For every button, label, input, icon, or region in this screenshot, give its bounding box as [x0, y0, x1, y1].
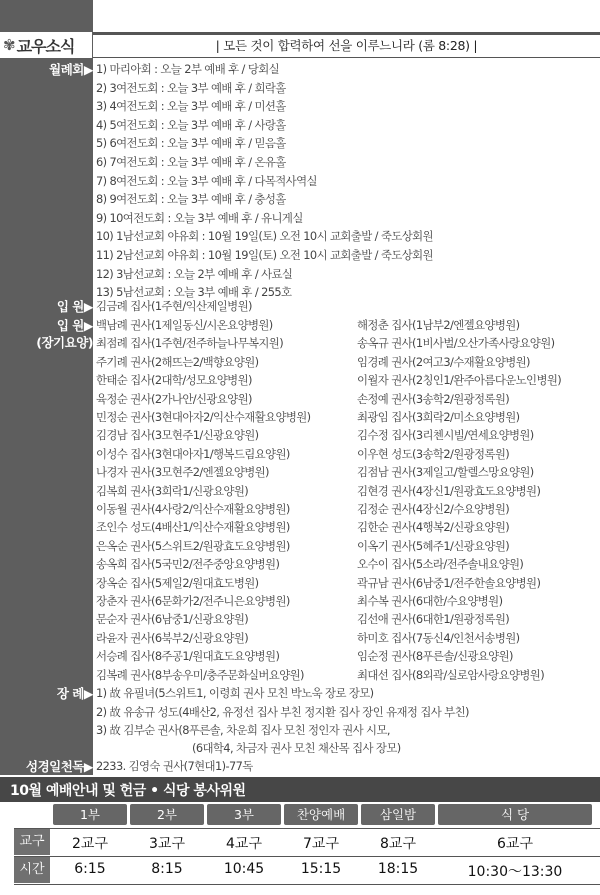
sidebar-panel [0, 0, 93, 775]
schedule-rule [14, 884, 600, 885]
funeral-item: (6대학4, 차금자 권사 모친 채산목 집사 장모) [192, 741, 401, 755]
header-verse: | 모든 것이 합력하여 선을 이루느니라 (롬 8:28) | [215, 38, 478, 53]
schedule-header-cell: 2부 [130, 804, 204, 825]
schedule-header-cell: 1부 [53, 804, 127, 825]
long-term-entry: 김정순 권사(4장신2/수요양병원) [357, 502, 510, 516]
long-term-entry: 김경남 집사(3모현주1/신광요양원) [96, 428, 259, 443]
schedule-time-cell: 10:30～13:30 [467, 864, 563, 880]
schedule-district-cell: 2교구 [72, 836, 108, 852]
long-term-entry: 송옥규 권사(1비사벌/오산가족사랑요양원) [357, 336, 555, 351]
long-term-entry: 민정순 권사(3현대아자2/익산수재활요양병원) [96, 410, 311, 424]
long-term-entry: 이월자 권사(2칭인1/완주아름다운노인병원) [357, 373, 562, 388]
long-term-entry: 손정예 권사(3송학2/원광정록원) [357, 391, 510, 406]
meeting-item: 3) 4여전도회 : 오늘 3부 예배 후 / 미션홀 [96, 99, 286, 114]
long-term-entry: 최광임 집사(3희락2/미소요양병원) [357, 410, 520, 424]
long-term-entry: 문순자 권사(6남중1/신광요양원) [96, 612, 249, 627]
schedule-district-cell: 6교구 [497, 836, 533, 852]
meeting-item: 12) 3남선교회 : 오늘 2부 예배 후 / 사료실 [96, 266, 293, 281]
schedule-district-cell: 3교구 [149, 836, 185, 852]
meeting-item: 10) 1남선교회 야유회 : 10월 19일(토) 오전 10시 교회출발 / 죽도상회원 [96, 229, 433, 244]
funeral-item: 3) 故 김부순 권사(8푸른솔, 차운희 집사 모친 정인자 권사 시모, [96, 723, 390, 737]
long-term-entry: 최대선 집사(8외곽/실로암사랑요양병원) [357, 667, 545, 682]
long-term-entry: 김복희 권사(3희락1/신광요양원) [96, 483, 249, 498]
long-term-entry: 조인수 성도(4배산1/익산수재활요양병원) [96, 520, 290, 535]
long-term-entry: 곽규남 권사(6남중1/전주한솔요양병원) [357, 575, 541, 590]
long-term-entry: 장옥순 집사(5제일2/원대효도병원) [96, 575, 259, 590]
schedule-row-label: 시간 [14, 857, 50, 883]
schedule-rule [14, 828, 600, 829]
schedule-row-label: 교구 [14, 829, 50, 855]
long-term-entry: 장춘자 권사(6문화가2/전주니은요양병원) [96, 594, 290, 608]
long-term-entry: 김복례 권사(8부송우미/충주문화실버요양원) [96, 667, 304, 682]
long-term-entry: 이우현 성도(3송학2/원광정록원) [357, 446, 510, 461]
meeting-item: 11) 2남선교회 야유회 : 10월 19일(토) 오전 10시 교회출발 / 죽도상회원 [96, 248, 433, 262]
schedule-title-bar [0, 777, 600, 802]
long-term-entry: 임경례 권사(2여고3/수재활요양병원) [357, 354, 530, 369]
schedule-time-cell: 8:15 [151, 861, 183, 877]
long-term-entry: 최점례 집사(1주현/전주하늘나무복지원) [96, 336, 284, 351]
schedule-time-cell: 10:45 [223, 861, 265, 877]
meeting-item: 9) 10여전도회 : 오늘 3부 예배 후 / 유니게실 [96, 210, 303, 225]
long-term-entry: 김점남 권사(3제일고/할렐스망요양원) [357, 465, 534, 480]
long-term-entry: 한태순 집사(2대학/성모요양병원) [96, 373, 252, 388]
meeting-item: 8) 9여전도회 : 오늘 3부 예배 후 / 충성홀 [96, 192, 286, 207]
long-term-entry: 육정순 권사(2가나안/신광요양원) [96, 391, 252, 406]
schedule-title: 10월 예배안내 및 헌금 • 식당 봉사위원 [10, 783, 246, 799]
schedule-header-cell: 삼일밤 [361, 804, 435, 825]
long-term-entry: 김현경 권사(4장신1/원광효도요양병원) [357, 483, 541, 498]
section-logo [0, 32, 92, 58]
meeting-item: 2) 3여전도회 : 오늘 3부 예배 후 / 희락홀 [96, 80, 286, 95]
long-term-entry: 은옥순 권사(5스위트2/원광효도요양병원) [96, 538, 290, 553]
long-term-entry: 나경자 권사(3모현주2/엔젤요양병원) [96, 465, 269, 480]
long-term-entry: 오수이 집사(5소라/전주솔내요양원) [357, 557, 524, 572]
schedule-district-cell: 7교구 [303, 836, 339, 852]
label-bible-reading: 성경일천독▶ [26, 759, 93, 774]
long-term-entry: 송옥희 집사(5국민2/전주중앙요양병원) [96, 557, 280, 572]
label-meetings: 월례회▶ [49, 62, 93, 77]
schedule-district-cell: 8교구 [380, 836, 416, 852]
long-term-entry: 주기례 권사(2해뜨는2/백향요양원) [96, 354, 259, 369]
long-term-entry: 임순정 권사(8푸른솔/신광요양원) [357, 649, 513, 664]
label-admitted: 입 원▶ [56, 299, 93, 314]
admitted-entry: 김금례 집사(1주현/익산제일병원) [96, 299, 252, 313]
section-title: 교우소식 [16, 36, 75, 56]
schedule-header-cell: 식 당 [438, 804, 592, 825]
schedule-header-cell: 찬양예배 [284, 804, 358, 825]
long-term-entry: 해정춘 집사(1남부2/엔젤요양병원) [357, 318, 520, 332]
long-term-entry: 하미호 집사(7동신4/인천서송병원) [357, 630, 520, 645]
long-term-entry: 서승례 집사(8주공1/원대효도요양병원) [96, 649, 280, 664]
cross-leaf-icon: ✾ [3, 36, 16, 54]
funeral-item: 1) 故 유필녀(5스위트1, 이령희 권사 모친 박노욱 장로 장모) [96, 686, 374, 700]
long-term-entry: 김한순 권사(4행복2/신광요양원) [357, 520, 510, 535]
bible-reading-entry: 2233. 김영숙 권사(7현대1)-77독 [96, 759, 253, 773]
meeting-item: 6) 7여전도회 : 오늘 3부 예배 후 / 온유홀 [96, 155, 286, 169]
long-term-entry: 김수정 집사(3리첸시빌/연세요양병원) [357, 428, 534, 443]
funeral-item: 2) 故 유송규 성도(4배산2, 유정선 집사 부친 정지환 집사 장인 유재정 집사 부친) [96, 705, 469, 719]
label-admitted-long: 입 원▶ [56, 318, 93, 333]
schedule-time-cell: 15:15 [300, 861, 342, 877]
schedule-time-cell: 6:15 [74, 861, 106, 877]
schedule-rule [14, 856, 600, 857]
long-term-entry: 라윤자 권사(6북부2/신광요양원) [96, 630, 249, 645]
meeting-item: 5) 6여전도회 : 오늘 3부 예배 후 / 믿음홀 [96, 136, 286, 151]
meeting-item: 13) 5남선교회 : 오늘 3부 예배 후 / 255호 [96, 285, 292, 300]
meeting-item: 1) 마리아회 : 오늘 2부 예배 후 / 당회실 [96, 62, 280, 76]
long-term-entry: 김선애 권사(6대한1/원광정록원) [357, 612, 510, 627]
meeting-item: 7) 8여전도회 : 오늘 3부 예배 후 / 다목적사역실 [96, 173, 317, 188]
meeting-item: 4) 5여전도회 : 오늘 3부 예배 후 / 사랑홀 [96, 117, 286, 132]
label-funeral: 장 례▶ [56, 686, 93, 701]
long-term-entry: 이옥기 권사(5혜주1/신광요양원) [357, 538, 510, 553]
schedule-time-cell: 18:15 [377, 861, 419, 877]
long-term-entry: 이동월 권사(4사랑2/익산수재활요양병원) [96, 502, 290, 516]
schedule-district-cell: 4교구 [226, 836, 262, 852]
label-long-term-care: (장기요양) [36, 335, 93, 350]
long-term-entry: 최수복 권사(6대한/수요양병원) [357, 594, 503, 608]
schedule-header-cell: 3부 [207, 804, 281, 825]
long-term-entry: 백남례 권사(1제일동신/시온요양병원) [96, 318, 273, 332]
long-term-entry: 이성수 집사(3현대아자1/행복드림요양원) [96, 446, 290, 461]
